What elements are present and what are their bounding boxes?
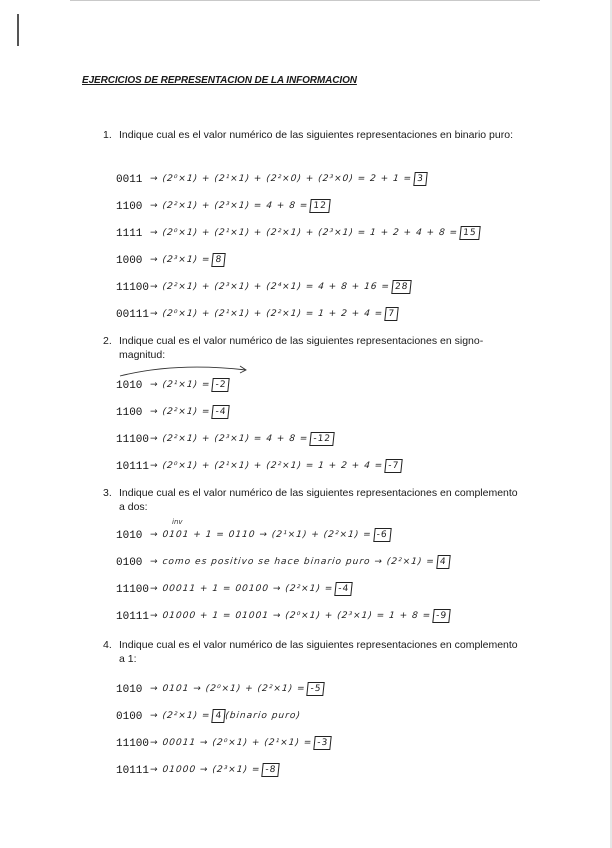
handwritten-work: → 01000 + 1 = 01001 → (2⁰×1) + (2³×1) = 1 + 8 = -9 <box>149 609 451 623</box>
binary-code: 0100 <box>116 557 143 569</box>
binary-code: 1100 <box>116 407 143 419</box>
boxed-answer: -3 <box>313 736 331 750</box>
boxed-answer: -8 <box>262 763 280 777</box>
boxed-answer: -9 <box>432 609 450 623</box>
binary-code: 1111 <box>116 228 143 240</box>
handwritten-work: → como es positivo se hace binario puro → (2²×1) = 4 <box>149 555 450 569</box>
binary-code: 0011 <box>116 174 143 186</box>
question-text: Indique cual es el valor numérico de las siguientes representaciones en complemento a 1: <box>119 639 518 665</box>
binary-code: 1000 <box>116 255 143 267</box>
boxed-answer: -4 <box>212 405 230 419</box>
boxed-answer: -6 <box>373 528 391 542</box>
boxed-answer: 3 <box>413 172 427 186</box>
handwritten-work: → 0101 + 1 = 0110 → (2¹×1) + (2²×1) = -6 <box>149 528 391 542</box>
binary-code: 11100 <box>116 738 150 750</box>
binary-code: 0100 <box>116 711 143 723</box>
question-4 <box>103 638 523 666</box>
binary-code: 1010 <box>116 684 143 696</box>
boxed-answer: 28 <box>391 280 412 294</box>
binary-code: 11100 <box>116 282 150 294</box>
boxed-answer: -12 <box>310 432 335 446</box>
question-number: 3. <box>103 487 112 499</box>
handwritten-work: → (2³×1) = 8 <box>149 253 226 267</box>
question-text: Indique cual es el valor numérico de las siguientes representaciones en signo-magnitud: <box>119 335 484 361</box>
binary-code: 1100 <box>116 201 143 213</box>
handwritten-work: → (2¹×1) = -2 <box>149 378 230 392</box>
boxed-answer: 7 <box>384 307 398 321</box>
handwritten-work: → (2⁰×1) + (2¹×1) + (2²×0) + (2³×0) = 2 + 1 = 3 <box>149 172 427 186</box>
boxed-answer: 12 <box>310 199 331 213</box>
handwritten-note: (binario puro) <box>224 711 302 721</box>
question-number: 4. <box>103 639 112 651</box>
handwritten-work: → (2⁰×1) + (2¹×1) + (2²×1) + (2³×1) = 1 + 2 + 4 + 8 = 15 <box>149 226 480 240</box>
handwritten-work: → (2²×1) = 4 (binario puro) <box>149 711 302 721</box>
handwritten-work: → (2⁰×1) + (2¹×1) + (2²×1) = 1 + 2 + 4 = -7 <box>149 459 403 473</box>
question-text: Indique cual es el valor numérico de las siguientes representaciones en complemento a dos: <box>119 487 518 513</box>
boxed-answer: -4 <box>334 582 352 596</box>
handwritten-work: → 00011 → (2⁰×1) + (2¹×1) = -3 <box>149 736 332 750</box>
handwritten-work: → (2²×1) + (2³×1) = 4 + 8 = 12 <box>149 199 330 213</box>
question-number: 1. <box>103 129 112 141</box>
handwritten-work: → (2²×1) = -4 <box>149 405 230 419</box>
handwritten-work: → (2²×1) + (2³×1) = 4 + 8 = -12 <box>149 432 334 446</box>
margin-mark <box>17 14 19 46</box>
boxed-answer: 4 <box>212 709 226 723</box>
binary-code: 10111 <box>116 611 150 623</box>
handwritten-work: → (2²×1) + (2³×1) + (2⁴×1) = 4 + 8 + 16 = 28 <box>149 280 412 294</box>
question-number: 2. <box>103 335 112 347</box>
boxed-answer: 8 <box>212 253 226 267</box>
binary-code: 1010 <box>116 530 143 542</box>
boxed-answer: -7 <box>384 459 402 473</box>
boxed-answer: -5 <box>307 682 325 696</box>
binary-code: 10111 <box>116 765 150 777</box>
question-1 <box>103 128 523 142</box>
question-3 <box>103 486 523 514</box>
document-title: EJERCICIOS DE REPRESENTACION DE LA INFORMACION <box>82 75 357 86</box>
binary-code: 11100 <box>116 434 150 446</box>
inv-annotation: inv <box>172 518 183 526</box>
boxed-answer: 15 <box>459 226 480 240</box>
question-text: Indique cual es el valor numérico de las siguientes representaciones en binario puro: <box>119 129 513 141</box>
boxed-answer: -2 <box>212 378 230 392</box>
binary-code: 11100 <box>116 584 150 596</box>
binary-code: 1010 <box>116 380 143 392</box>
boxed-answer: 4 <box>436 555 450 569</box>
top-border-line <box>70 0 540 1</box>
binary-code: 10111 <box>116 461 150 473</box>
handwritten-work: → 01000 → (2³×1) = -8 <box>149 763 280 777</box>
handwritten-work: → 00011 + 1 = 00100 → (2²×1) = -4 <box>149 582 353 596</box>
binary-code: 00111 <box>116 309 150 321</box>
handwritten-work: → 0101 → (2⁰×1) + (2²×1) = -5 <box>149 682 325 696</box>
handwritten-work: → (2⁰×1) + (2¹×1) + (2²×1) = 1 + 2 + 4 = 7 <box>149 307 398 321</box>
question-2 <box>103 334 523 362</box>
